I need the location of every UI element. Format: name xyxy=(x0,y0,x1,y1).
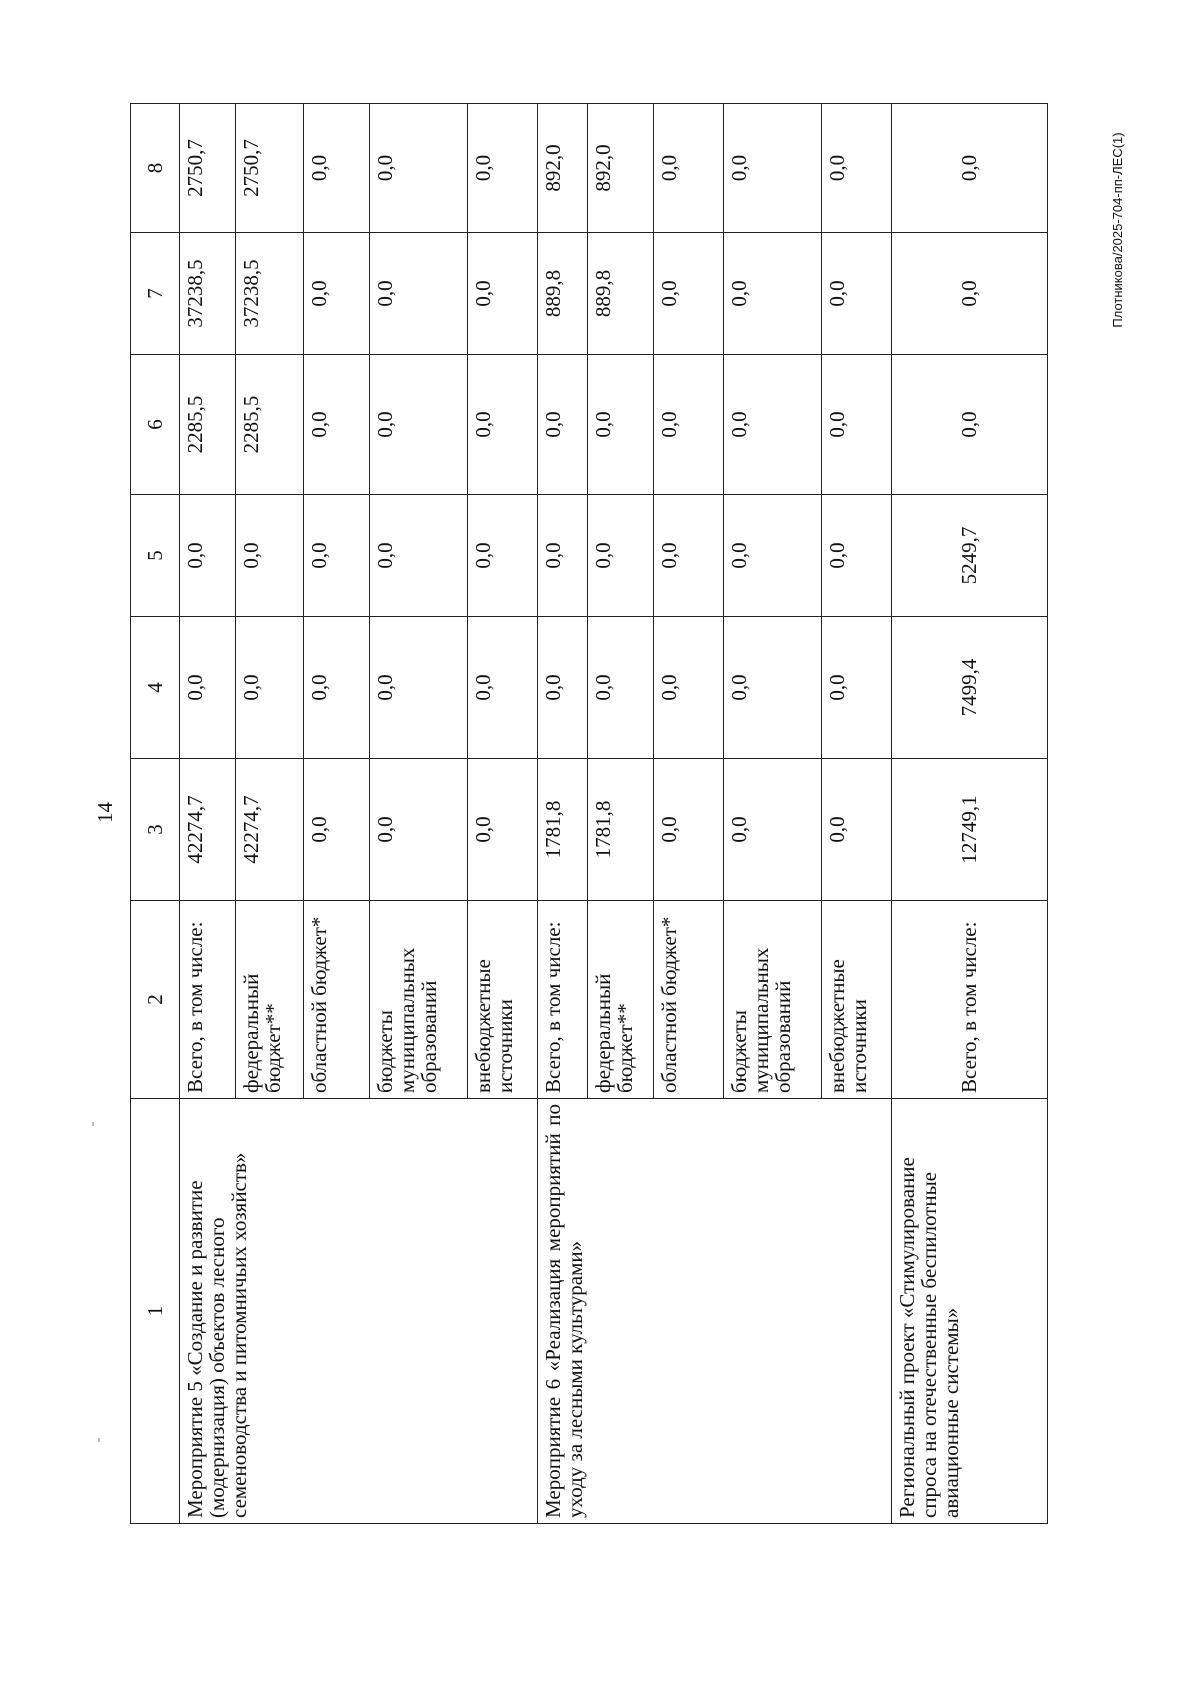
activity-title: Региональный проект «Стимулирование спроса на отечественные беспилотные авиационные системы» xyxy=(892,1099,1048,1524)
value-cell: 889,8 xyxy=(538,233,588,355)
value-cell: 0,0 xyxy=(468,355,538,495)
value-cell: 0,0 xyxy=(236,495,304,617)
table-row xyxy=(180,104,236,1524)
value-cell: 0,0 xyxy=(654,233,724,355)
funding-source: областной бюджет* xyxy=(304,901,370,1099)
value-cell: 0,0 xyxy=(304,759,370,901)
value-cell: 37238,5 xyxy=(236,233,304,355)
value-cell: 0,0 xyxy=(468,759,538,901)
funding-source: федеральный бюджет** xyxy=(236,901,304,1099)
value-cell: 0,0 xyxy=(304,104,370,233)
funding-source: областной бюджет* xyxy=(654,901,724,1099)
value-cell: 0,0 xyxy=(822,355,892,495)
value-cell: 0,0 xyxy=(538,617,588,759)
value-cell: 5249,7 xyxy=(892,495,1048,617)
value-cell: 0,0 xyxy=(588,495,654,617)
value-cell: 0,0 xyxy=(822,495,892,617)
activity-title: Мероприятие 6 «Реализация мероприятий по уходу за лесными культурами» xyxy=(538,1099,892,1524)
activity-title: Мероприятие 5 «Создание и развитие (модернизация) объектов лесного семеноводства и питомничьих хозяйств» xyxy=(180,1099,538,1524)
column-header: 4 xyxy=(131,617,180,759)
value-cell: 0,0 xyxy=(822,104,892,233)
page-number: 14 xyxy=(93,802,117,823)
column-header: 8 xyxy=(131,104,180,233)
value-cell: 0,0 xyxy=(180,617,236,759)
funding-source: Всего, в том числе: xyxy=(180,901,236,1099)
value-cell: 0,0 xyxy=(654,495,724,617)
budget-table xyxy=(130,103,1048,1524)
value-cell: 0,0 xyxy=(236,617,304,759)
value-cell: 1781,8 xyxy=(538,759,588,901)
value-cell: 0,0 xyxy=(654,617,724,759)
value-cell: 0,0 xyxy=(724,495,822,617)
value-cell: 0,0 xyxy=(304,617,370,759)
value-cell: 0,0 xyxy=(468,617,538,759)
value-cell: 0,0 xyxy=(304,233,370,355)
budget-table-container xyxy=(130,104,1038,1524)
value-cell: 0,0 xyxy=(468,233,538,355)
value-cell: 0,0 xyxy=(724,617,822,759)
value-cell: 0,0 xyxy=(370,104,468,233)
value-cell: 37238,5 xyxy=(180,233,236,355)
column-header: 2 xyxy=(131,901,180,1099)
funding-source: бюджеты муниципальных образований xyxy=(724,901,822,1099)
value-cell: 0,0 xyxy=(370,495,468,617)
column-header: 1 xyxy=(131,1099,180,1524)
funding-source: Всего, в том числе: xyxy=(538,901,588,1099)
table-row xyxy=(538,104,588,1524)
value-cell: 0,0 xyxy=(304,355,370,495)
value-cell: 2285,5 xyxy=(236,355,304,495)
value-cell: 0,0 xyxy=(468,104,538,233)
value-cell: 0,0 xyxy=(304,495,370,617)
value-cell: 0,0 xyxy=(654,759,724,901)
value-cell: 0,0 xyxy=(654,104,724,233)
value-cell: 42274,7 xyxy=(180,759,236,901)
value-cell: 0,0 xyxy=(588,617,654,759)
value-cell: 0,0 xyxy=(724,355,822,495)
value-cell: 0,0 xyxy=(370,233,468,355)
column-header: 3 xyxy=(131,759,180,901)
value-cell: 0,0 xyxy=(892,104,1048,233)
value-cell: 12749,1 xyxy=(892,759,1048,901)
value-cell: 0,0 xyxy=(654,355,724,495)
value-cell: 7499,4 xyxy=(892,617,1048,759)
value-cell: 2285,5 xyxy=(180,355,236,495)
value-cell: 0,0 xyxy=(538,495,588,617)
value-cell: 892,0 xyxy=(588,104,654,233)
column-header: 7 xyxy=(131,233,180,355)
value-cell: 0,0 xyxy=(822,759,892,901)
value-cell: 0,0 xyxy=(892,233,1048,355)
column-header: 6 xyxy=(131,355,180,495)
value-cell: 0,0 xyxy=(724,759,822,901)
value-cell: 0,0 xyxy=(724,104,822,233)
value-cell: 42274,7 xyxy=(236,759,304,901)
document-code: Плотникова/2025-704-пп-ЛЕС(1) xyxy=(1110,132,1125,328)
funding-source: внебюджетные источники xyxy=(468,901,538,1099)
value-cell: 0,0 xyxy=(370,617,468,759)
value-cell: 892,0 xyxy=(538,104,588,233)
value-cell: 1781,8 xyxy=(588,759,654,901)
scan-speck xyxy=(92,1122,94,1126)
header-row xyxy=(131,104,180,1524)
value-cell: 0,0 xyxy=(892,355,1048,495)
value-cell: 0,0 xyxy=(370,355,468,495)
value-cell: 0,0 xyxy=(180,495,236,617)
value-cell: 2750,7 xyxy=(236,104,304,233)
value-cell: 889,8 xyxy=(588,233,654,355)
funding-source: внебюджетные источники xyxy=(822,901,892,1099)
funding-source: федеральный бюджет** xyxy=(588,901,654,1099)
scan-speck xyxy=(98,1438,100,1442)
value-cell: 0,0 xyxy=(588,355,654,495)
column-header: 5 xyxy=(131,495,180,617)
value-cell: 0,0 xyxy=(370,759,468,901)
value-cell: 2750,7 xyxy=(180,104,236,233)
value-cell: 0,0 xyxy=(822,233,892,355)
value-cell: 0,0 xyxy=(724,233,822,355)
value-cell: 0,0 xyxy=(468,495,538,617)
table-row xyxy=(892,104,1048,1524)
value-cell: 0,0 xyxy=(822,617,892,759)
funding-source: Всего, в том числе: xyxy=(892,901,1048,1099)
value-cell: 0,0 xyxy=(538,355,588,495)
funding-source: бюджеты муниципальных образований xyxy=(370,901,468,1099)
